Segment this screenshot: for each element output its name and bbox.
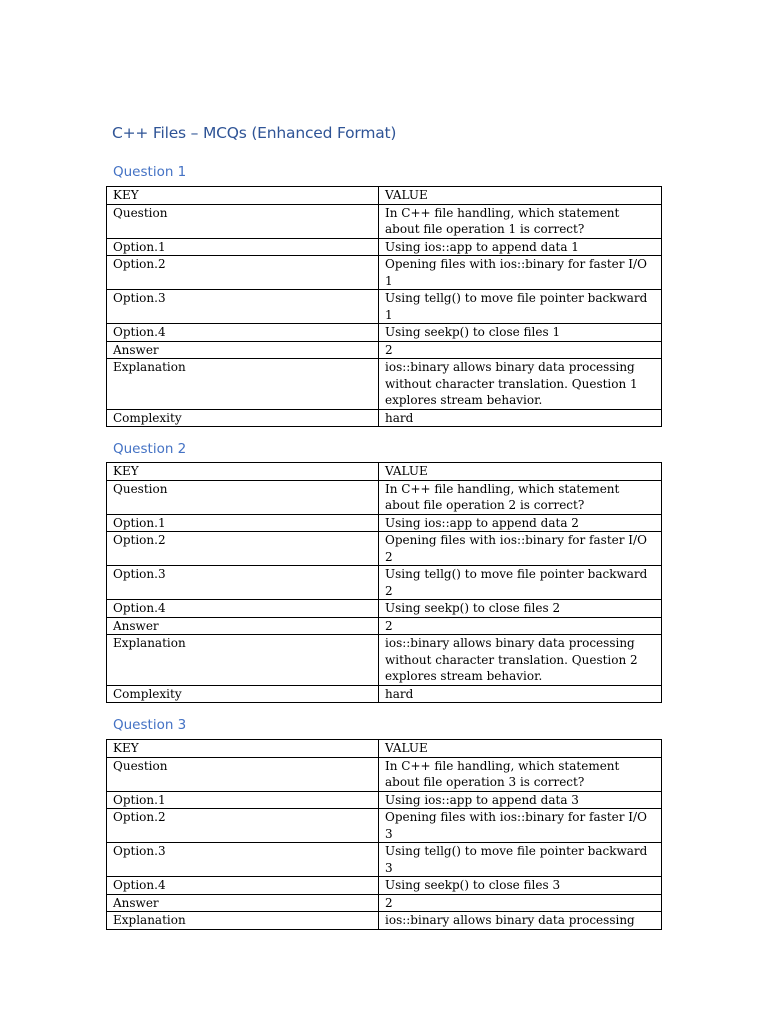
row-key: Option.2	[107, 809, 379, 843]
row-key: Explanation	[107, 359, 379, 410]
row-value: 2	[379, 894, 662, 912]
row-key: Complexity	[107, 409, 379, 427]
row-value: Using ios::app to append data 3	[379, 791, 662, 809]
table-row	[107, 256, 662, 290]
row-key: Option.3	[107, 566, 379, 600]
question-heading: Question 1	[113, 164, 187, 180]
table-row	[107, 238, 662, 256]
row-key: Answer	[107, 341, 379, 359]
row-key: Option.2	[107, 256, 379, 290]
row-value: Using tellg() to move file pointer backward 2	[379, 566, 662, 600]
row-key: Option.4	[107, 877, 379, 895]
row-value: ios::binary allows binary data processing	[379, 912, 662, 930]
table-row	[107, 324, 662, 342]
table-row	[107, 685, 662, 703]
row-key: Option.2	[107, 532, 379, 566]
row-value: Using seekp() to close files 2	[379, 600, 662, 618]
row-key: Answer	[107, 894, 379, 912]
question-table	[106, 186, 662, 427]
table-row	[107, 894, 662, 912]
table-row	[107, 635, 662, 686]
row-value: hard	[379, 685, 662, 703]
row-key: Question	[107, 757, 379, 791]
row-key: Option.3	[107, 290, 379, 324]
row-value: Using tellg() to move file pointer backward 1	[379, 290, 662, 324]
table-header-row	[107, 740, 662, 758]
row-key: Question	[107, 204, 379, 238]
question-table	[106, 739, 662, 930]
table-row	[107, 600, 662, 618]
table-row	[107, 532, 662, 566]
table-row	[107, 809, 662, 843]
table-header-row	[107, 187, 662, 205]
key-header: KEY	[107, 463, 379, 481]
row-key: Option.1	[107, 791, 379, 809]
table-row	[107, 566, 662, 600]
row-key: Explanation	[107, 635, 379, 686]
row-key: Option.1	[107, 238, 379, 256]
table-row	[107, 409, 662, 427]
table-row	[107, 617, 662, 635]
question-heading: Question 2	[113, 441, 187, 457]
table-header-row	[107, 463, 662, 481]
table-row	[107, 514, 662, 532]
row-key: Answer	[107, 617, 379, 635]
row-value: In C++ file handling, which statement about file operation 2 is correct?	[379, 480, 662, 514]
row-key: Question	[107, 480, 379, 514]
row-value: Using ios::app to append data 1	[379, 238, 662, 256]
row-key: Option.3	[107, 843, 379, 877]
table-row	[107, 341, 662, 359]
row-value: Opening files with ios::binary for faster I/O 1	[379, 256, 662, 290]
row-key: Option.4	[107, 324, 379, 342]
row-value: 2	[379, 617, 662, 635]
row-value: 2	[379, 341, 662, 359]
row-value: Using seekp() to close files 3	[379, 877, 662, 895]
value-header: VALUE	[379, 463, 662, 481]
document-title: C++ Files – MCQs (Enhanced Format)	[112, 124, 397, 142]
table-row	[107, 757, 662, 791]
row-key: Explanation	[107, 912, 379, 930]
value-header: VALUE	[379, 187, 662, 205]
row-value: Using tellg() to move file pointer backward 3	[379, 843, 662, 877]
row-value: hard	[379, 409, 662, 427]
row-key: Option.4	[107, 600, 379, 618]
row-value: Opening files with ios::binary for faster I/O 2	[379, 532, 662, 566]
table-row	[107, 843, 662, 877]
table-row	[107, 912, 662, 930]
row-value: In C++ file handling, which statement about file operation 3 is correct?	[379, 757, 662, 791]
table-row	[107, 480, 662, 514]
row-value: Opening files with ios::binary for faster I/O 3	[379, 809, 662, 843]
table-row	[107, 791, 662, 809]
row-value: ios::binary allows binary data processing without character translation. Question 1 explores stream behavior.	[379, 359, 662, 410]
table-row	[107, 877, 662, 895]
table-row	[107, 359, 662, 410]
question-table	[106, 462, 662, 703]
table-row	[107, 204, 662, 238]
key-header: KEY	[107, 187, 379, 205]
row-key: Complexity	[107, 685, 379, 703]
value-header: VALUE	[379, 740, 662, 758]
question-heading: Question 3	[113, 717, 187, 733]
row-value: ios::binary allows binary data processing without character translation. Question 2 explores stream behavior.	[379, 635, 662, 686]
key-header: KEY	[107, 740, 379, 758]
table-row	[107, 290, 662, 324]
row-value: Using seekp() to close files 1	[379, 324, 662, 342]
row-value: Using ios::app to append data 2	[379, 514, 662, 532]
row-value: In C++ file handling, which statement about file operation 1 is correct?	[379, 204, 662, 238]
row-key: Option.1	[107, 514, 379, 532]
